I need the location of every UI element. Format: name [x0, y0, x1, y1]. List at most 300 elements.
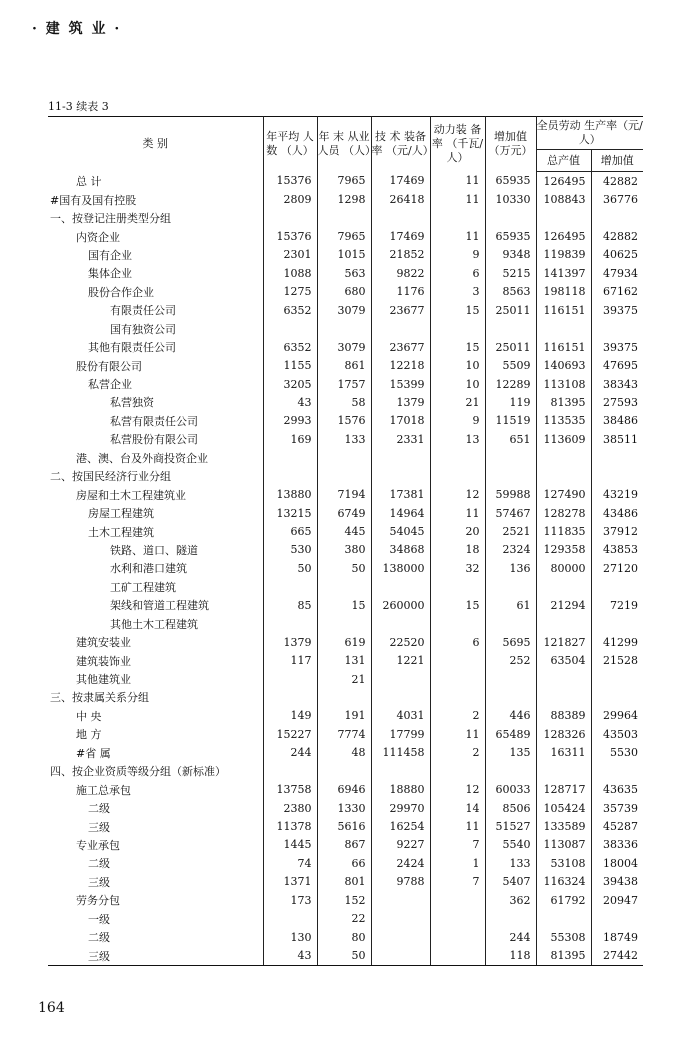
- cell-value: 11: [430, 172, 485, 191]
- row-label: 一、按登记注册类型分组: [48, 209, 263, 227]
- cell-value: 42882: [603, 230, 638, 244]
- cell-value: 133: [485, 854, 536, 872]
- row-label: 股份合作企业: [48, 283, 263, 301]
- cell-value: 15376: [263, 227, 317, 245]
- cell-value: 3079: [317, 301, 371, 319]
- cell-value: 15: [317, 596, 371, 614]
- cell-value: 2331: [371, 430, 430, 448]
- table-row: [48, 670, 643, 688]
- cell-value: 11: [430, 504, 485, 522]
- table-row: [48, 504, 643, 522]
- cell-value: 1088: [263, 264, 317, 282]
- cell-value: [317, 762, 371, 780]
- cell-value: 88389: [536, 707, 591, 725]
- table-row: [48, 375, 643, 393]
- cell-value: 15227: [263, 725, 317, 743]
- cell-value: 5540: [485, 836, 536, 854]
- cell-value: 43503: [603, 727, 638, 741]
- cell-value: 11378: [263, 817, 317, 835]
- row-label: 国有独资公司: [48, 320, 263, 338]
- cell-value: 13: [430, 430, 485, 448]
- cell-value: 1371: [263, 873, 317, 891]
- row-label: 三级: [48, 817, 263, 835]
- cell-value: 15399: [371, 375, 430, 393]
- row-label: 一级: [48, 910, 263, 928]
- cell-value: [263, 320, 317, 338]
- cell-value: [371, 209, 430, 227]
- table-row: [48, 264, 643, 282]
- cell-value: 105424: [536, 799, 591, 817]
- cell-value: 63504: [536, 651, 591, 669]
- cell-value: 27120: [603, 561, 638, 575]
- cell-value: [591, 467, 643, 485]
- table-row: [48, 522, 643, 540]
- cell-value: [485, 910, 536, 928]
- cell-value: [430, 670, 485, 688]
- cell-value: 1298: [317, 190, 371, 208]
- table-row: [48, 467, 643, 485]
- cell-value: 191: [317, 707, 371, 725]
- row-label: 架线和管道工程建筑: [48, 596, 263, 614]
- table-row: [48, 596, 643, 614]
- cell-value: 7219: [610, 598, 638, 612]
- cell-value: 59988: [485, 485, 536, 503]
- cell-value: 128717: [536, 780, 591, 798]
- cell-value: 25011: [485, 338, 536, 356]
- row-label: 二级: [48, 799, 263, 817]
- cell-value: [371, 891, 430, 909]
- cell-value: 127490: [536, 485, 591, 503]
- cell-value: [371, 467, 430, 485]
- cell-value: 26418: [371, 190, 430, 208]
- cell-value: 867: [317, 836, 371, 854]
- cell-value: 35739: [603, 801, 638, 815]
- cell-value: 5215: [485, 264, 536, 282]
- cell-value: [591, 615, 643, 633]
- cell-value: 129358: [536, 541, 591, 559]
- cell-value: 53108: [536, 854, 591, 872]
- row-label: 二、按国民经济行业分组: [48, 467, 263, 485]
- row-label: 专业承包: [48, 836, 263, 854]
- cell-value: 17799: [371, 725, 430, 743]
- row-label: 港、澳、台及外商投资企业: [48, 449, 263, 467]
- row-label: 其他土木工程建筑: [48, 615, 263, 633]
- cell-value: 80000: [536, 559, 591, 577]
- cell-value: 5616: [317, 817, 371, 835]
- cell-value: [263, 910, 317, 928]
- col-header-total-output: 总产值: [536, 150, 591, 172]
- row-label: 水利和港口建筑: [48, 559, 263, 577]
- cell-value: 6352: [263, 301, 317, 319]
- cell-value: 1: [430, 854, 485, 872]
- cell-value: [485, 209, 536, 227]
- cell-value: 12289: [485, 375, 536, 393]
- cell-value: 29964: [603, 709, 638, 723]
- cell-value: [591, 762, 643, 780]
- cell-value: [371, 688, 430, 706]
- cell-value: 23677: [371, 301, 430, 319]
- row-label: 三、按隶属关系分组: [48, 688, 263, 706]
- table-row: [48, 946, 643, 965]
- cell-value: 27442: [591, 946, 643, 965]
- cell-value: 619: [317, 633, 371, 651]
- cell-value: 40625: [603, 248, 638, 262]
- cell-value: 362: [485, 891, 536, 909]
- cell-value: [317, 320, 371, 338]
- cell-value: 152: [317, 891, 371, 909]
- cell-value: 136: [485, 559, 536, 577]
- row-label: 工矿工程建筑: [48, 578, 263, 596]
- table-row: [48, 651, 643, 669]
- table-row: [48, 430, 643, 448]
- cell-value: 9788: [371, 873, 430, 891]
- row-label: 中 央: [48, 707, 263, 725]
- cell-value: [430, 449, 485, 467]
- cell-value: [591, 449, 643, 467]
- row-label: #国有及国有控股: [48, 190, 263, 208]
- cell-value: [263, 578, 317, 596]
- cell-value: 21528: [603, 654, 638, 668]
- cell-value: 10: [430, 375, 485, 393]
- cell-value: 12: [430, 485, 485, 503]
- cell-value: 11: [430, 725, 485, 743]
- cell-value: 29970: [371, 799, 430, 817]
- cell-value: 81395: [536, 946, 591, 965]
- cell-value: 7194: [317, 485, 371, 503]
- row-label: #省 属: [48, 744, 263, 762]
- cell-value: 15: [430, 338, 485, 356]
- row-label: 股份有限公司: [48, 356, 263, 374]
- cell-value: 7: [430, 836, 485, 854]
- cell-value: 260000: [371, 596, 430, 614]
- table-row: [48, 559, 643, 577]
- cell-value: 18004: [603, 856, 638, 870]
- table-row: [48, 615, 643, 633]
- cell-value: 1015: [317, 246, 371, 264]
- cell-value: 12: [430, 780, 485, 798]
- cell-value: [263, 670, 317, 688]
- cell-value: 8563: [485, 283, 536, 301]
- row-label: 劳务分包: [48, 891, 263, 909]
- cell-value: 38511: [603, 432, 638, 446]
- cell-value: 11: [430, 190, 485, 208]
- cell-value: 1221: [371, 651, 430, 669]
- cell-value: 43635: [603, 783, 638, 797]
- cell-value: 21: [430, 393, 485, 411]
- table-row: [48, 891, 643, 909]
- cell-value: 133589: [536, 817, 591, 835]
- cell-value: 119: [485, 393, 536, 411]
- cell-value: [317, 578, 371, 596]
- cell-value: 1176: [371, 283, 430, 301]
- row-label: 内资企业: [48, 227, 263, 245]
- cell-value: [371, 910, 430, 928]
- col-header-category: 类 别: [48, 117, 263, 172]
- row-label: 建筑安装业: [48, 633, 263, 651]
- cell-value: 21294: [536, 596, 591, 614]
- cell-value: 34868: [371, 541, 430, 559]
- cell-value: 14: [430, 799, 485, 817]
- cell-value: [263, 449, 317, 467]
- cell-value: 17018: [371, 412, 430, 430]
- row-label: 私营企业: [48, 375, 263, 393]
- table-row: [48, 209, 643, 227]
- cell-value: 6946: [317, 780, 371, 798]
- cell-value: 85: [263, 596, 317, 614]
- row-label: 国有企业: [48, 246, 263, 264]
- cell-value: [317, 209, 371, 227]
- cell-value: 7774: [317, 725, 371, 743]
- cell-value: [430, 320, 485, 338]
- cell-value: 17381: [371, 485, 430, 503]
- cell-value: 47695: [603, 359, 638, 373]
- cell-value: 17469: [371, 227, 430, 245]
- table-row: [48, 707, 643, 725]
- cell-value: 446: [485, 707, 536, 725]
- cell-value: 1330: [317, 799, 371, 817]
- cell-value: 9227: [371, 836, 430, 854]
- cell-value: 22520: [371, 633, 430, 651]
- cell-value: 12218: [371, 356, 430, 374]
- cell-value: 2380: [263, 799, 317, 817]
- table-row: [48, 854, 643, 872]
- cell-value: 1379: [263, 633, 317, 651]
- table-row: [48, 762, 643, 780]
- cell-value: 4031: [371, 707, 430, 725]
- cell-value: 128326: [536, 725, 591, 743]
- table-row: [48, 356, 643, 374]
- cell-value: [430, 651, 485, 669]
- cell-value: 651: [485, 430, 536, 448]
- cell-value: 3205: [263, 375, 317, 393]
- row-label: 铁路、道口、隧道: [48, 541, 263, 559]
- table-row: [48, 744, 643, 762]
- cell-value: [485, 670, 536, 688]
- row-label: 总 计: [48, 172, 263, 191]
- cell-value: [371, 928, 430, 946]
- cell-value: 169: [263, 430, 317, 448]
- cell-value: 116151: [536, 338, 591, 356]
- cell-value: 36776: [603, 193, 638, 207]
- page-number: 164: [38, 1000, 65, 1016]
- cell-value: 198118: [536, 283, 591, 301]
- cell-value: [591, 910, 643, 928]
- cell-value: 121827: [536, 633, 591, 651]
- cell-value: [371, 578, 430, 596]
- cell-value: 11: [430, 817, 485, 835]
- cell-value: 25011: [485, 301, 536, 319]
- cell-value: 9: [430, 412, 485, 430]
- cell-value: 50: [263, 559, 317, 577]
- cell-value: [430, 891, 485, 909]
- cell-value: [536, 762, 591, 780]
- cell-value: 32: [430, 559, 485, 577]
- cell-value: 38343: [603, 377, 638, 391]
- table-row: [48, 910, 643, 928]
- cell-value: 2: [430, 744, 485, 762]
- cell-value: 55308: [536, 928, 591, 946]
- cell-value: 6: [430, 633, 485, 651]
- row-label: 私营股份有限公司: [48, 430, 263, 448]
- row-label: 其他建筑业: [48, 670, 263, 688]
- cell-value: 7965: [317, 227, 371, 245]
- cell-value: [536, 670, 591, 688]
- cell-value: 113535: [536, 412, 591, 430]
- table-row: [48, 725, 643, 743]
- cell-value: 861: [317, 356, 371, 374]
- cell-value: 45287: [603, 820, 638, 834]
- cell-value: [263, 467, 317, 485]
- cell-value: 140693: [536, 356, 591, 374]
- cell-value: 18880: [371, 780, 430, 798]
- cell-value: [536, 910, 591, 928]
- cell-value: 3: [430, 283, 485, 301]
- cell-value: 21852: [371, 246, 430, 264]
- row-label: 其他有限责任公司: [48, 338, 263, 356]
- cell-value: 65935: [485, 172, 536, 191]
- table-row: [48, 688, 643, 706]
- cell-value: [317, 449, 371, 467]
- cell-value: [317, 467, 371, 485]
- cell-value: [485, 688, 536, 706]
- cell-value: 252: [485, 651, 536, 669]
- row-label: 建筑装饰业: [48, 651, 263, 669]
- col-header-tech-equip: 技 术 装备率 （元/人）: [371, 117, 430, 172]
- row-label: 有限责任公司: [48, 301, 263, 319]
- cell-value: 117: [263, 651, 317, 669]
- cell-value: 41299: [603, 635, 638, 649]
- cell-value: 48: [317, 744, 371, 762]
- cell-value: 7965: [317, 172, 371, 191]
- cell-value: 37912: [603, 525, 638, 539]
- cell-value: 18: [430, 541, 485, 559]
- cell-value: 530: [263, 541, 317, 559]
- cell-value: [485, 320, 536, 338]
- cell-value: [591, 688, 643, 706]
- cell-value: 2424: [371, 854, 430, 872]
- cell-value: 119839: [536, 246, 591, 264]
- page-header: · 建 筑 业 ·: [32, 21, 122, 37]
- cell-value: 15: [430, 301, 485, 319]
- row-label: 地 方: [48, 725, 263, 743]
- cell-value: 2521: [485, 522, 536, 540]
- cell-value: 74: [263, 854, 317, 872]
- cell-value: 20947: [603, 893, 638, 907]
- cell-value: [485, 449, 536, 467]
- cell-value: 130: [263, 928, 317, 946]
- cell-value: 244: [263, 744, 317, 762]
- cell-value: [371, 946, 430, 965]
- cell-value: [317, 688, 371, 706]
- cell-value: 9348: [485, 246, 536, 264]
- table-row: [48, 320, 643, 338]
- cell-value: 39375: [603, 303, 638, 317]
- cell-value: [536, 449, 591, 467]
- cell-value: 2993: [263, 412, 317, 430]
- table-row: [48, 412, 643, 430]
- cell-value: 60033: [485, 780, 536, 798]
- cell-value: 16311: [536, 744, 591, 762]
- cell-value: 65489: [485, 725, 536, 743]
- cell-value: 1576: [317, 412, 371, 430]
- table-row: [48, 227, 643, 245]
- cell-value: [263, 762, 317, 780]
- cell-value: 149: [263, 707, 317, 725]
- table-subtitle: 11-3 续表 3: [48, 100, 109, 113]
- cell-value: [263, 615, 317, 633]
- row-label: 三级: [48, 873, 263, 891]
- cell-value: 113087: [536, 836, 591, 854]
- cell-value: 43486: [603, 506, 638, 520]
- cell-value: 665: [263, 522, 317, 540]
- cell-value: [485, 762, 536, 780]
- cell-value: 39438: [603, 875, 638, 889]
- cell-value: 57467: [485, 504, 536, 522]
- cell-value: 8506: [485, 799, 536, 817]
- cell-value: 65935: [485, 227, 536, 245]
- row-label: 施工总承包: [48, 780, 263, 798]
- cell-value: 6352: [263, 338, 317, 356]
- cell-value: [430, 467, 485, 485]
- cell-value: 5695: [485, 633, 536, 651]
- cell-value: 10330: [485, 190, 536, 208]
- cell-value: 173: [263, 891, 317, 909]
- row-label: 二级: [48, 928, 263, 946]
- col-header-added-value: 增加值: [591, 150, 643, 172]
- cell-value: [485, 578, 536, 596]
- cell-value: 3079: [317, 338, 371, 356]
- cell-value: 51527: [485, 817, 536, 835]
- cell-value: 61792: [536, 891, 591, 909]
- cell-value: 17469: [371, 172, 430, 191]
- cell-value: [536, 615, 591, 633]
- row-label: 房屋和土木工程建筑业: [48, 485, 263, 503]
- cell-value: [536, 320, 591, 338]
- cell-value: [536, 209, 591, 227]
- cell-value: 445: [317, 522, 371, 540]
- table-row: [48, 338, 643, 356]
- cell-value: 15376: [263, 172, 317, 191]
- cell-value: 50: [317, 559, 371, 577]
- cell-value: [430, 615, 485, 633]
- table-row: [48, 172, 643, 191]
- cell-value: 1757: [317, 375, 371, 393]
- cell-value: 118: [485, 946, 536, 965]
- cell-value: 1155: [263, 356, 317, 374]
- cell-value: 9: [430, 246, 485, 264]
- cell-value: 116151: [536, 301, 591, 319]
- table-row: [48, 246, 643, 264]
- cell-value: [263, 688, 317, 706]
- cell-value: 13215: [263, 504, 317, 522]
- cell-value: 9822: [371, 264, 430, 282]
- cell-value: 43: [263, 393, 317, 411]
- row-label: 三级: [48, 946, 263, 965]
- cell-value: 2809: [263, 190, 317, 208]
- cell-value: 1379: [371, 393, 430, 411]
- cell-value: 43: [263, 946, 317, 965]
- cell-value: 54045: [371, 522, 430, 540]
- cell-value: 15: [430, 596, 485, 614]
- col-header-avg-staff: 年平均 人 数 （人）: [263, 117, 317, 172]
- cell-value: 113609: [536, 430, 591, 448]
- cell-value: 2: [430, 707, 485, 725]
- cell-value: 126495: [536, 172, 591, 191]
- cell-value: [485, 615, 536, 633]
- table-row: [48, 301, 643, 319]
- row-label: 房屋工程建筑: [48, 504, 263, 522]
- cell-value: [591, 578, 643, 596]
